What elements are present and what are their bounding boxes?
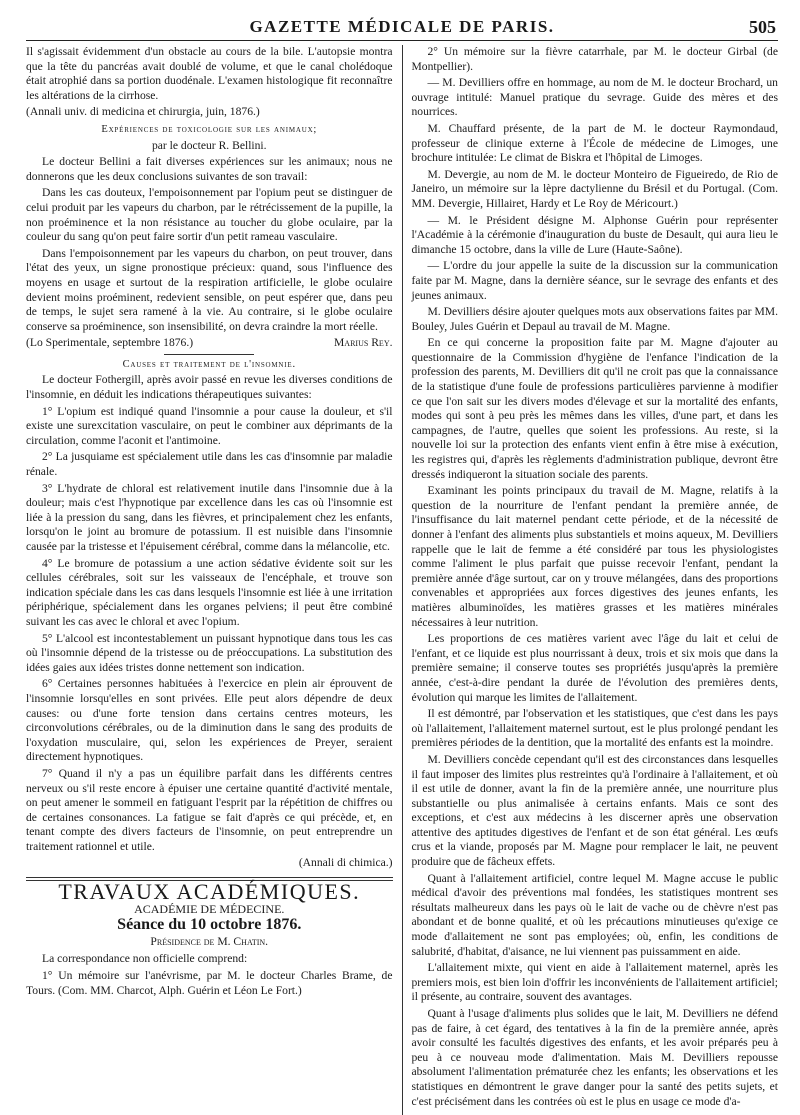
- divider: [164, 354, 254, 355]
- two-column-body: [26, 45, 778, 1115]
- paragraph: Dans les cas douteux, l'empoisonnement par l'opium peut se distinguer de celui produit par les vapeurs du charbon, par le rétrécissement de la pupille, la non proéminence et la non résistance au toucher du globe oculaire, par la couleur du sang qu'on peut faire sortir d'un petit rameau vasculaire.: [26, 186, 393, 244]
- seance-heading: Séance du 10 octobre 1876.: [117, 916, 302, 934]
- section-heading: Expériences de toxicologie sur les animaux;: [101, 123, 318, 135]
- paragraph: La correspondance non officielle comprend:: [42, 952, 248, 966]
- paragraph: — M. le Président désigne M. Alphonse Guérin pour représenter l'Académie à la cérémonie d'inauguration du buste de Desault, qui aura lieu le dimanche 15 octobre, dans la ville de Lure (Haute-Saône).: [411, 213, 778, 256]
- right-column: [402, 45, 778, 1115]
- list-item: 6° Certaines personnes habituées à l'exercice en plein air éprouvent de l'insomnie lorsqu'elles en sont privées. Elle peut alors dépendre de deux causes: ou d'une forte tension dans certains centres moteurs, les circonvolutions cérébrales, ou de la diminution dans le sang des produits de l'oxydation musculaire, qui, selon les expériences de Preyer, seraient directement hypnotiques.: [26, 677, 393, 764]
- paragraph: — L'ordre du jour appelle la suite de la discussion sur la communication faite par M. Magne, dans la dernière séance, sur le sevrage des enfants et des jeunes animaux.: [411, 259, 778, 302]
- paragraph: M. Devergie, au nom de M. le docteur Monteiro de Figueiredo, de Rio de Janeiro, un mémoire sur la lèpre dactylienne du Brésil et du Portugal. (Com. MM. Devergie, Hillairet, Hardy et Le Roy de Méricourt.): [411, 167, 778, 210]
- paragraph: Il est démontré, par l'observation et les statistiques, que c'est dans les pays où l'allaitement, l'allaitement maternel surtout, est le plus prolongé pendant les premières périodes de la dentition, que la mortalité des enfants est la moindre.: [411, 707, 778, 750]
- list-item: 3° L'hydrate de chloral est relativement inutile dans l'insomnie due à la douleur; mais c'est l'hypnotique par excellence dans les cas où l'insomnie est liée à la pression du sang, dans les fièvres, et principalement chez les enfants, lorsqu'on le joint au bromure de potassium. Il est nuisible dans l'insomnie causée par la tristesse et l'épuisement cérébral, comme dans la mélancolie, etc.: [26, 481, 393, 553]
- list-item: 2° La jusquiame est spécialement utile dans les cas d'insomnie par maladie rénale.: [26, 450, 393, 479]
- paragraph: Quant à l'usage d'aliments plus solides que le lait, M. Devilliers ne défend pas de faire, à cet égard, des tentatives à la fin de la première année, après avoir consulté les facultés digestives des enfants, et les avoir préparés peu à peu à ce nouveau mode d'alimentation. Mais M. Devilliers repousse absolument l'alimentation prématurée chez les enfants; les observations et les statistiques en démontrent le grave danger pour la santé des petits sujets, et c'est précisément dans les contrées où est le plus en usage ce mode d'a-: [411, 1007, 778, 1108]
- signature: Marius Rey.: [333, 336, 393, 350]
- section-author: par le docteur R. Bellini.: [151, 138, 267, 152]
- page-header: [26, 14, 778, 41]
- paragraph: En ce qui concerne la proposition faite par M. Magne d'ajouter au questionnaire de la Commission d'hygiène de l'enfance l'indication de la profession des parents, M. Devilliers dit qu'il ne croit pas que la connaissance de la statistique d'une foule de professions particulières parvienne à modifier ce que l'on sait sur les divers modes d'élevage et sur la mortalité des enfants, modes qui sont à peu près les mêmes dans les villes, d'une part, et dans les campagnes, de l'autre, quelles que soient les professions. Au reste, si la nouvelle loi sur la protection des enfants vient enfin à être mise à exécution, les registres qui, d'après les règlements d'administration publique, devront être dressés indiqueront la situation sociale des parents.: [411, 336, 778, 481]
- source-citation: (Annali di chimica.): [298, 856, 393, 870]
- journal-title: GAZETTE MÉDICALE DE PARIS.: [249, 17, 555, 36]
- paragraph: Il s'agissait évidemment d'un obstacle au cours de la bile. L'autopsie montra que la tête du pancréas avait doublé de volume, et que le canal cholédoque était atrophié dans sa portion duodénale. L'examen histologique fit reconnaître les altérations de la cirrhose.: [26, 45, 393, 102]
- source-line: [26, 336, 393, 351]
- source-citation: (Lo Sperimentale, septembre 1876.): [26, 336, 194, 350]
- paragraph: 1° Un mémoire sur l'anévrisme, par M. le docteur Charles Brame, de Tours. (Com. MM. Charcot, Alph. Guérin et Léon Le Fort.): [26, 969, 393, 997]
- travaux-title: TRAVAUX ACADÉMIQUES.: [58, 879, 361, 905]
- paragraph: Le docteur Fothergill, après avoir passé en revue les diverses conditions de l'insomnie, en déduit les indications thérapeutiques suivantes:: [26, 373, 393, 402]
- paragraph: Dans l'empoisonnement par les vapeurs du charbon, on peut trouver, dans l'état des yeux, un signe pronostique précieux: quand, sous l'influence des moyens en usage et surtout de la respiration artificielle, le globe oculaire devient moins proéminent, redevient sensible, on peut espérer que, dans peu de temps, le sujet sera ramené à la vie. Au contraire, si le globe oculaire conserve sa proéminence, son insensibilité, on devra craindre la mort réelle.: [26, 246, 393, 333]
- presidence-line: Présidence de M. Chatin.: [150, 934, 269, 948]
- paragraph: M. Devilliers désire ajouter quelques mots aux observations faites par MM. Bouley, Jules Guérin et Depaul au travail de M. Magne.: [411, 305, 778, 333]
- list-item: 7° Quand il n'y a pas un équilibre parfait dans les différents centres nerveux ou s'il reste encore à épuiser une certaine quantité d'activité mentale, on peut amener le sommeil en fatiguant l'esprit par la répétition de chiffres ou de certaines consonances. La fatigue se fait d'après ce qui précède, et, en tenant compte des divers facteurs de l'insomnie, on peut entreprendre un traitement rationnel et utile.: [26, 766, 393, 853]
- section-heading: Causes et traitement de l'insomnie.: [122, 358, 296, 370]
- paragraph: L'allaitement mixte, qui vient en aide à l'allaitement maternel, après les premiers mois, est bien loin d'offrir les inconvénients de l'allaitement artificiel; il présente, au contraire, souvent des avantages.: [411, 961, 778, 1004]
- page-number: 505: [749, 17, 776, 37]
- list-item: 5° L'alcool est incontestablement un puissant hypnotique dans tous les cas où l'insomnie dépend de la tristesse ou de préoccupations. La substitution des idées gaies aux idées tristes donne nettement son indication.: [26, 631, 393, 674]
- list-item: 1° L'opium est indiqué quand l'insomnie a pour cause la douleur, et s'il existe une surexcitation vasculaire, on peut le combiner aux déprimants de la circulation, comme l'aconit et l'antimoine.: [26, 404, 393, 447]
- paragraph: 2° Un mémoire sur la fièvre catarrhale, par M. le docteur Girbal (de Montpellier).: [411, 45, 778, 73]
- list-item: 4° Le bromure de potassium a une action sédative évidente soit sur les cellules cérébrales, soit sur les vaisseaux de l'encéphale, et trouve son indication spéciale dans les cas dans lesquels l'insomnie est liée à une irritation périphérique, spécialement dans les organes pelviens; il peut être combiné suivant les cas avec le chloral et avec l'opium.: [26, 556, 393, 628]
- paragraph: — M. Devilliers offre en hommage, au nom de M. le docteur Brochard, un ouvrage intitulé: Manuel pratique du sevrage. Guide des mères et des nourrices.: [411, 76, 778, 119]
- source-citation: (Annali univ. di medicina et chirurgia, juin, 1876.): [26, 105, 260, 119]
- academie-heading: ACADÉMIE DE MÉDECINE.: [134, 901, 285, 916]
- paragraph: Les proportions de ces matières varient avec l'âge du lait et celui de l'enfant, et ce liquide est plus nourrissant à deux, trois et six mois que dans la première semaine; il conserve toutes ses propriétés jusqu'après la première année, c'est-à-dire pendant la durée de l'évolution des premières dents, évolution qui marque les limites de l'allaitement.: [411, 632, 778, 704]
- paragraph: M. Chauffard présente, de la part de M. le docteur Raymondaud, professeur de clinique externe à l'École de médecine de Limoges, une brochure intitulée: Le climat de Biskra et l'hôpital de Limoges.: [411, 121, 778, 165]
- left-column: [26, 45, 402, 1115]
- paragraph: Quant à l'allaitement artificiel, contre lequel M. Magne accuse le public médical d'avoir des préventions mal fondées, les statistiques montrent ses résultats malheureux dans les pays où le lait de vache ou de chèvre n'est pas abondant et de bonne qualité, et où les précautions minutieuses qu'exige ce mode d'allaitement ne sont pas employées; où, enfin, les conditions de salubrité, d'habitat, d'aisance, ne lui viennent pas puissamment en aide.: [411, 871, 778, 958]
- paragraph: Examinant les points principaux du travail de M. Magne, relatifs à la question de la nourriture de l'enfant pendant la première année, de l'insuffisance du lait maternel pendant cette période, et de la nécessité de donner à l'enfant des aliments plus substantiels et moins aqueux, M. Devilliers rappelle que le lait de femme a été considéré par tous les physiologistes comme l'aliment le plus parfait que puisse recevoir l'enfant, pendant la première année d'âge surtout, car on y trouve mélangées, dans des proportions convenables et appropriées aux forces digestives des jeunes enfants, les matières albuminoïdes, les matières grasses et les matières minérales nécessaires à leur nutrition.: [411, 484, 778, 629]
- paragraph: M. Devilliers concède cependant qu'il est des circonstances dans lesquelles il faut imposer des limites plus restreintes qu'à l'ordinaire à l'allaitement, et où il est utile de donner, avant la fin de la première année, une nourriture plus substantielle ou plus animalisée à certains enfants. Mais ce sont des exceptions, et c'est aux médecins à les discerner après une observation attentive des aptitudes digestives de l'enfant et de son état général. Les œufs crus et la viande, proposés par M. Magne pour remplacer le lait, ne peuvent produire que de fâcheux effets.: [411, 752, 778, 869]
- paragraph: Le docteur Bellini a fait diverses expériences sur les animaux; nous ne donnerons que les deux conclusions suivantes de son travail:: [26, 155, 393, 183]
